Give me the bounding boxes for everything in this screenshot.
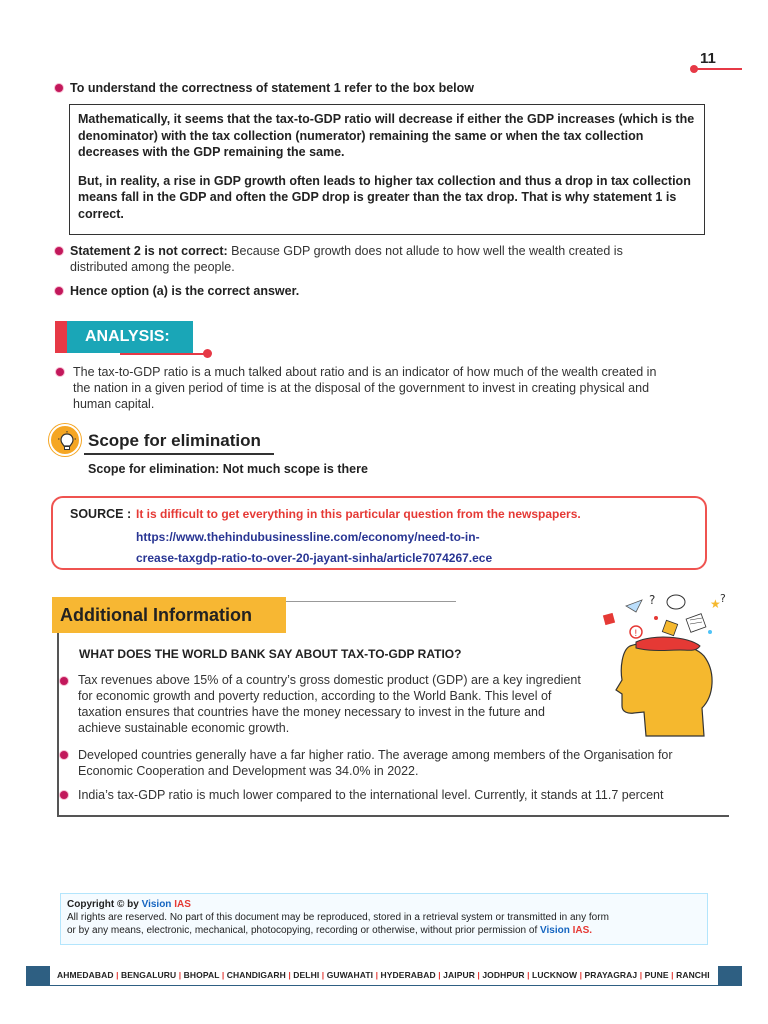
city-name: BHOPAL [183,970,220,980]
additional-info-border-bottom [57,815,729,817]
scope-underline [84,453,274,455]
city-name: DELHI [293,970,320,980]
page-number-rule [696,68,742,70]
source-note: It is difficult to get everything in this particular question from the newspapers. [136,507,581,521]
additional-bullet-1-line-1: Tax revenues above 15% of a country’s gross domestic product (GDP) are a key ingredient [78,673,581,687]
additional-info-rule [286,601,456,602]
statement-2-label: Statement 2 is not correct: [70,244,228,258]
copyright-line [67,898,701,911]
scope-text: Scope for elimination: Not much scope is there [88,462,368,476]
city-name: LUCKNOW [532,970,578,980]
page-number: 11 [700,50,716,67]
explanation-para-2: But, in reality, a rise in GDP growth often leads to higher tax collection and thus a drop in tax collection means fall in the GDP and often the GDP drop is greater than the tax drop. That is why statement 1 is correct. [78,173,691,221]
city-name: HYDERABAD [380,970,436,980]
source-link-line-2[interactable]: crease-taxgdp-ratio-to-over-20-jayant-sinha/article7074267.ece [136,551,493,565]
source-label: SOURCE : [70,507,132,521]
bullet-icon [55,247,63,255]
source-link-line-1[interactable]: https://www.thehindubusinessline.com/economy/need-to-in- [136,530,480,544]
bullet-icon [55,287,63,295]
bullet-icon [56,368,64,376]
lightbulb-icon [49,424,81,456]
additional-bullet-1-line-4: achieve sustainable economic growth. [78,721,290,735]
additional-bullet-3-line-1: India’s tax-GDP ratio is much lower compared to the international level. Currently, it stands at 11.7 percent [78,788,664,802]
city-name: RANCHI [676,970,710,980]
svg-text:?: ? [720,592,726,605]
city-name: GUWAHATI [326,970,374,980]
copyright-box [60,893,708,945]
explanation-box [69,104,705,235]
rights-line-2-text: or by any means, electronic, mechanical, photocopying, recording or otherwise, without prior permission of [67,925,541,936]
city-name: PRAYAGRAJ [584,970,638,980]
scope-title: Scope for elimination [88,431,261,450]
city-strip-left-block [26,966,50,986]
bullet-icon [55,84,63,92]
rights-line-1: All rights are reserved. No part of this document may be reproduced, stored in a retrieval system or transmitted in any form [67,912,609,923]
city-list: AHMEDABAD | BENGALURU | BHOPAL | CHANDIGARH | DELHI | GUWAHATI | HYDERABAD | JAIPUR | JODHPUR | LUCKNOW | PRAYAGRAJ | PUNE | RANCHI [57,970,710,980]
bullet-icon [60,677,68,685]
svg-text:?: ? [649,593,656,607]
city-strip-line [26,985,742,986]
additional-info-heading: Additional Information [52,597,286,633]
analysis-line-2: the nation in a given period of time is at the disposal of the government to invest in creating physical and [73,381,650,395]
svg-text:★: ★ [710,597,721,611]
rights-line-2 [67,924,701,937]
answer-text: Hence option (a) is the correct answer. [70,284,300,298]
city-name: CHANDIGARH [226,970,286,980]
additional-bullet-2-line-2: Economic Cooperation and Development was 34.0% in 2022. [78,764,419,778]
city-strip-right-block [718,966,742,986]
additional-bullet-1-line-2: for economic growth and poverty reduction, according to the World Bank. This level of [78,689,552,703]
analysis-line-1: The tax-to-GDP ratio is a much talked about ratio and is an indicator of how much of the wealth created in [73,365,657,379]
statement-2-line-1 [70,243,623,259]
svg-text:!: ! [634,629,638,639]
copyright-prefix: Copyright © by [67,899,142,910]
rights-brand-vision: Vision [540,925,570,936]
brand-ias: IAS [174,899,191,910]
analysis-line-3: human capital. [73,397,155,411]
analysis-dot [203,349,212,358]
statement-2-text: Because GDP growth does not allude to how well the wealth created is [227,244,623,258]
statement-2-line-2: distributed among the people. [70,260,235,274]
brand-vision: Vision [141,899,172,910]
bullet-icon [60,751,68,759]
additional-info-subtitle: WHAT DOES THE WORLD BANK SAY ABOUT TAX-TO-GDP RATIO? [79,647,462,661]
additional-bullet-1-line-3: taxation ensures that countries have the money necessary to invest in the future and [78,705,545,719]
explanation-para-1: Mathematically, it seems that the tax-to-GDP ratio will decrease if either the GDP increases (which is the denominator) with the tax collection (numerator) remaining the same or when the tax collection decreases with the GDP remaining the same. [78,112,695,159]
intro-bullet-text: To understand the correctness of statement 1 refer to the box below [70,81,475,95]
analysis-underline [120,353,208,355]
city-name: JAIPUR [443,970,475,980]
rights-brand-ias: IAS. [572,925,593,936]
city-name: AHMEDABAD [57,970,114,980]
additional-bullet-2-line-1: Developed countries generally have a far higher ratio. The average among members of the Organisation for [78,748,673,762]
bullet-icon [60,791,68,799]
head-puzzle-illustration [592,588,732,738]
city-name: PUNE [644,970,669,980]
city-name: JODHPUR [482,970,525,980]
additional-info-border-left [57,633,59,816]
analysis-heading: ANALYSIS: [67,321,193,353]
city-name: BENGALURU [121,970,177,980]
